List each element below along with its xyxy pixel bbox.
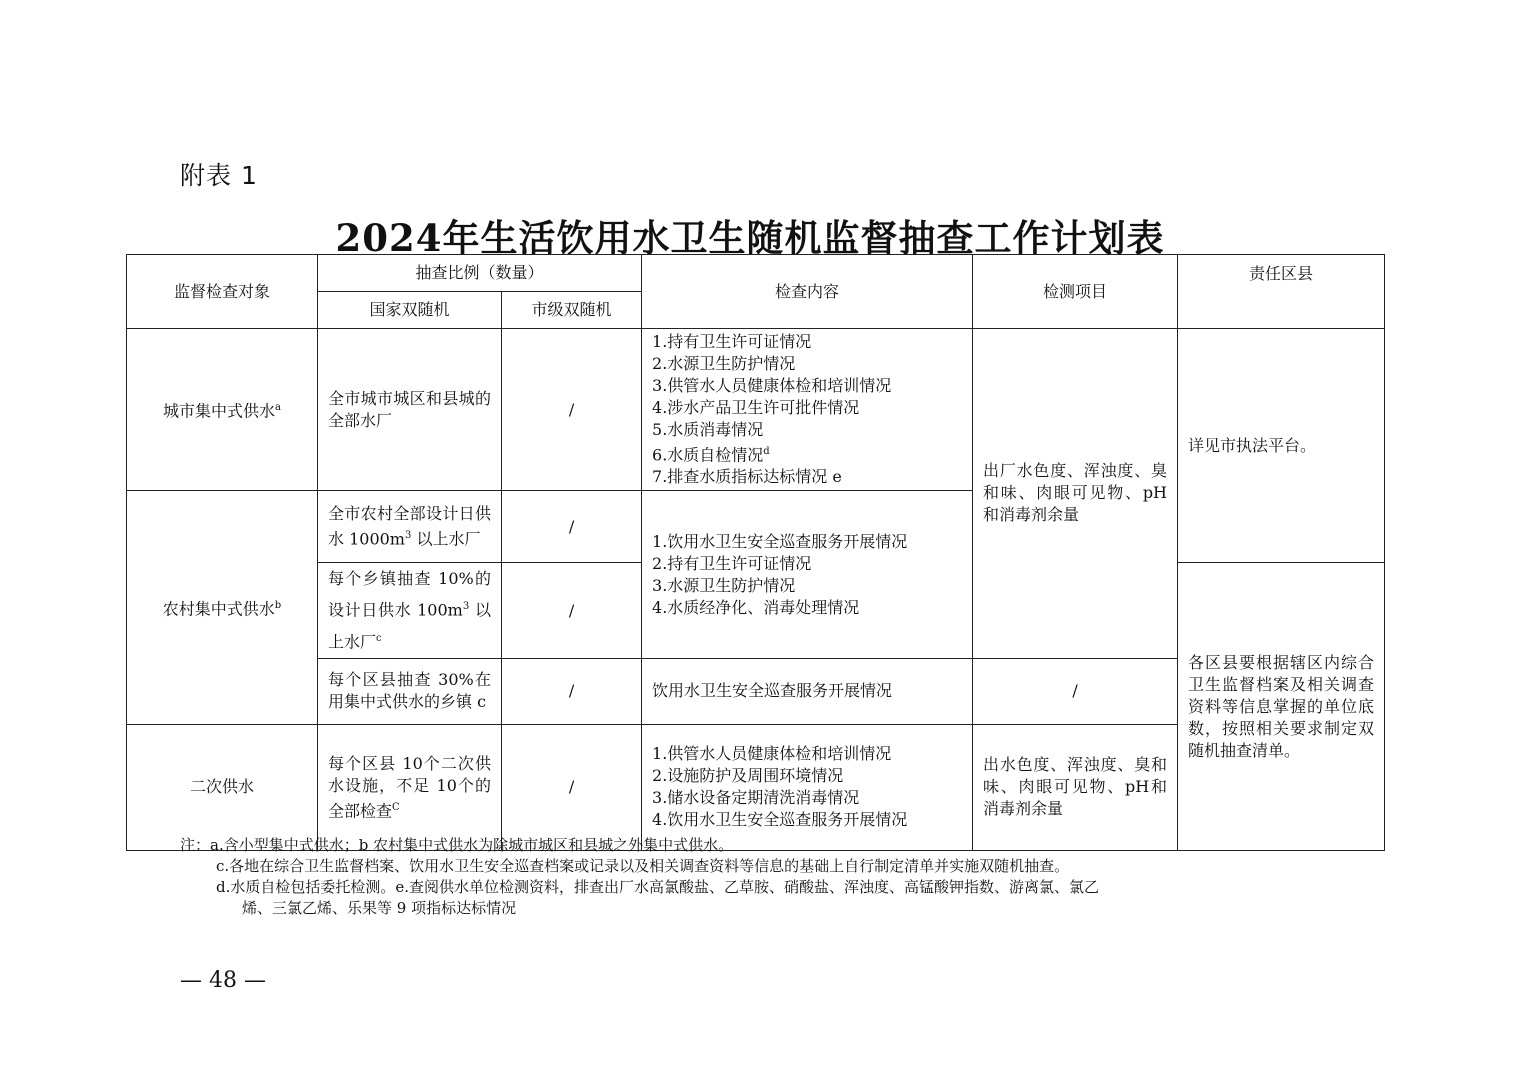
footnotes: [180, 835, 1099, 919]
header-object: 监督检查对象: [127, 255, 318, 329]
secondary-national: [318, 724, 502, 850]
urban-content-item: 1.持有卫生许可证情况: [652, 332, 812, 351]
secondary-national-sup: C: [392, 801, 400, 813]
rural-national-2: [318, 563, 502, 659]
urban-content-item: 3.供管水人员健康体检和培训情况: [652, 376, 892, 395]
footnote-line: 烯、三氯乙烯、乐果等 9 项指标达标情况: [242, 899, 517, 917]
secondary-content-item: 3.储水设备定期清洗消毒情况: [652, 788, 860, 808]
appendix-label: 附表 1: [180, 161, 258, 190]
urban-content-item: 4.涉水产品卫生许可批件情况: [652, 398, 860, 417]
urban-municipal: /: [502, 329, 642, 491]
rural-content-item: 3.水源卫生防护情况: [652, 575, 796, 595]
rural-object-sup: b: [274, 599, 282, 611]
header-ratio: 抽查比例（数量）: [318, 255, 642, 292]
rural-national-1a: 全市农村全部设计日供水 1000m: [328, 504, 491, 549]
rural-content: [642, 491, 973, 659]
urban-content: [642, 329, 973, 491]
footnote-line: 注：a.含小型集中式供水；b 农村集中式供水为除城市城区和县城之外集中式供水。: [180, 836, 734, 854]
urban-object-cell: [127, 329, 318, 491]
rural-national-2b: 以上水厂: [328, 600, 491, 651]
secondary-object: 二次供水: [127, 724, 318, 850]
rural-items-3: /: [973, 658, 1178, 724]
urban-content-item: 5.水质消毒情况: [652, 420, 764, 439]
rural-municipal-1: /: [502, 491, 642, 563]
rural-national-1: [318, 491, 502, 563]
header-content: 检查内容: [642, 255, 973, 329]
urban-district: 详见市执法平台。: [1178, 329, 1385, 563]
secondary-content-item: 2.设施防护及周围环境情况: [652, 766, 844, 786]
urban-content-item: 6.水质自检情况: [652, 445, 764, 465]
urban-content-item-wrap: [652, 441, 962, 466]
page-number: — 48 —: [180, 968, 266, 993]
urban-object-sup: a: [275, 402, 281, 413]
secondary-municipal: /: [502, 724, 642, 850]
secondary-national-text: 每个区县 10个二次供水设施，不足 10个的全部检查: [328, 753, 491, 821]
secondary-content-item: 4.饮用水卫生安全巡查服务开展情况: [652, 810, 908, 830]
page-title: 2024年生活饮用水卫生随机监督抽查工作计划表: [335, 216, 1165, 260]
district-2: 各区县要根据辖区内综合卫生监督档案及相关调查资料等信息掌握的单位底数，按照相关要求制定双随机抽查清单。: [1178, 563, 1385, 851]
rural-national-1-sup: 3: [404, 530, 412, 542]
footnote-line: c.各地在综合卫生监督档案、饮用水卫生安全巡查档案或记录以及相关调查资料等信息的基础上自行制定清单并实施双随机抽查。: [216, 857, 1070, 875]
rural-municipal-2: /: [502, 563, 642, 659]
urban-object: 城市集中式供水: [163, 401, 276, 421]
rural-content-3: 饮用水卫生安全巡查服务开展情况: [642, 658, 973, 724]
urban-content-item: 2.水源卫生防护情况: [652, 354, 796, 373]
rural-national-2-sup: 3: [462, 601, 470, 613]
inspection-plan-table: [126, 254, 1385, 851]
header-district: 责任区县: [1178, 255, 1385, 329]
rural-object: 农村集中式供水: [162, 599, 275, 619]
secondary-content-item: 1.供管水人员健康体检和培训情况: [652, 744, 892, 764]
rural-national-2a: 每个乡镇抽查 10%的设计日供水 100m: [328, 569, 491, 620]
urban-rural-items: 出厂水色度、浑浊度、臭和味、肉眼可见物、pH和消毒剂余量: [973, 329, 1178, 659]
urban-content-sup: d: [763, 446, 770, 457]
rural-content-item: 2.持有卫生许可证情况: [652, 553, 812, 573]
rural-municipal-3: /: [502, 658, 642, 724]
secondary-content: [642, 724, 973, 850]
header-municipal: 市级双随机: [502, 292, 642, 329]
rural-object-cell: [127, 491, 318, 725]
rural-national-3: 每个区县抽查 30%在用集中式供水的乡镇 c: [318, 658, 502, 724]
header-national: 国家双随机: [318, 292, 502, 329]
footnote-line: d.水质自检包括委托检测。e.查阅供水单位检测资料，排查出厂水高氯酸盐、乙草胺、硝酸盐、浑浊度、高锰酸钾指数、游离氯、氯乙: [216, 878, 1100, 896]
rural-national-2-note: c: [376, 632, 382, 644]
rural-content-item: 1.饮用水卫生安全巡查服务开展情况: [652, 531, 908, 551]
urban-national: 全市城市城区和县城的全部水厂: [318, 329, 502, 491]
rural-content-item: 4.水质经净化、消毒处理情况: [652, 597, 860, 617]
rural-national-1b: 以上水厂: [411, 529, 481, 549]
header-items: 检测项目: [973, 255, 1178, 329]
urban-content-item: 7.排查水质指标达标情况 e: [652, 467, 842, 487]
secondary-items: 出水色度、浑浊度、臭和味、肉眼可见物、pH和消毒剂余量: [973, 724, 1178, 850]
